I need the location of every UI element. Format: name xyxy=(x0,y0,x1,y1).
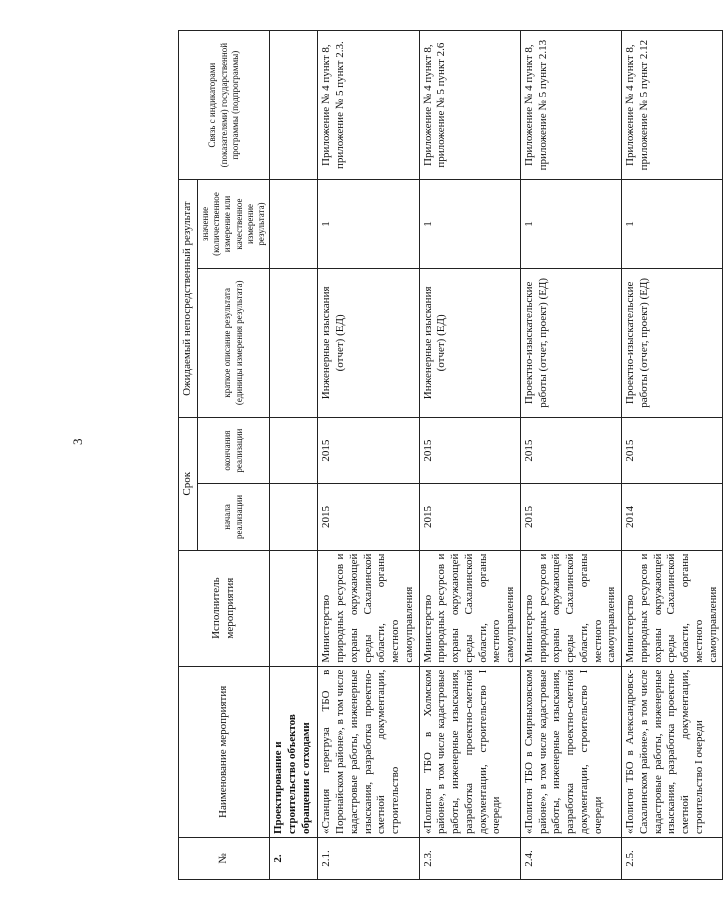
row-name: «Станция перегруза ТБО в Поронайском районе», в том числе кадастровые работы, инженерные изыскания, разработка проектно-сметной документации, строительство xyxy=(318,666,419,837)
row-executor: Министерство природных ресурсов и охраны окружающей среды Сахалинской области, органы местного самоуправления xyxy=(622,550,723,666)
page-number: 3 xyxy=(70,438,85,445)
header-executor: Исполнитель мероприятия xyxy=(179,550,270,666)
row-name: «Полигон ТБО в Александровск-Сахалинском районе», в том числе кадастровые работы, инженерные изыскания, разработка проектно-сметной документации, строительство I очереди xyxy=(622,666,723,837)
row-num: 2.3. xyxy=(419,838,520,880)
row-start: 2014 xyxy=(622,484,723,550)
row-value: 1 xyxy=(318,180,419,268)
section-row xyxy=(270,31,318,880)
row-executor: Министерство природных ресурсов и охраны окружающей среды Сахалинской области, органы местного самоуправления xyxy=(318,550,419,666)
empty-cell xyxy=(270,268,318,417)
header-term-end: окончания реализации xyxy=(197,417,270,483)
row-value: 1 xyxy=(520,180,621,268)
row-num: 2.5. xyxy=(622,838,723,880)
row-name: «Полигон ТБО в Смирныховском районе», в том числе кадастровые работы, инженерные изыскания, разработка проектно-сметной документации, строительство I очереди xyxy=(520,666,621,837)
row-desc: Инженерные изыскания (отчет) (ЕД) xyxy=(318,268,419,417)
row-start: 2015 xyxy=(419,484,520,550)
row-end: 2015 xyxy=(520,417,621,483)
row-end: 2015 xyxy=(419,417,520,483)
empty-cell xyxy=(270,31,318,180)
row-desc: Проектно-изыскательские работы (отчет, проект) (ЕД) xyxy=(622,268,723,417)
header-result: Ожидаемый непосредственный результат xyxy=(179,180,198,418)
row-executor: Министерство природных ресурсов и охраны окружающей среды Сахалинской области, органы местного самоуправления xyxy=(520,550,621,666)
empty-cell xyxy=(270,484,318,550)
table-row xyxy=(419,31,520,880)
row-link: Приложение № 4 пункт 8, приложение № 5 пункт 2.13 xyxy=(520,31,621,180)
header-name: Наименование мероприятия xyxy=(179,666,270,837)
header-term-start: начала реализации xyxy=(197,484,270,550)
row-link: Приложение № 4 пункт 8, приложение № 5 пункт 2.3. xyxy=(318,31,419,180)
header-result-desc: краткое описание результата (единицы измерения результата) xyxy=(197,268,270,417)
row-start: 2015 xyxy=(318,484,419,550)
row-desc: Проектно-изыскательские работы (отчет, проект) (ЕД) xyxy=(520,268,621,417)
row-start: 2015 xyxy=(520,484,621,550)
rotated-table-container xyxy=(178,30,719,880)
row-link: Приложение № 4 пункт 8, приложение № 5 пункт 2.12 xyxy=(622,31,723,180)
row-executor: Министерство природных ресурсов и охраны окружающей среды Сахалинской области, органы местного самоуправления xyxy=(419,550,520,666)
row-link: Приложение № 4 пункт 8, приложение № 5 пункт 2.6 xyxy=(419,31,520,180)
row-desc: Инженерные изыскания (отчет) (ЕД) xyxy=(419,268,520,417)
table-row xyxy=(520,31,621,880)
section-title: Проектирование и строительство объектов обращения с отходами xyxy=(270,666,318,837)
row-value: 1 xyxy=(622,180,723,268)
row-end: 2015 xyxy=(318,417,419,483)
table-row xyxy=(622,31,723,880)
program-table xyxy=(178,30,723,880)
header-result-value: значение (количественное измерение или качественное измерение результата) xyxy=(197,180,270,268)
row-value: 1 xyxy=(419,180,520,268)
row-num: 2.1. xyxy=(318,838,419,880)
empty-cell xyxy=(270,417,318,483)
header-num: № xyxy=(179,838,270,880)
table-row xyxy=(318,31,419,880)
header-link: Связь с индикаторами (показателями) государственной программы (подпрограммы) xyxy=(179,31,270,180)
empty-cell xyxy=(270,180,318,268)
row-name: «Полигон ТБО в Холмском районе», в том числе кадастровые работы, инженерные изыскания, разработка проектно-сметной документации, строительство I очереди xyxy=(419,666,520,837)
header-row-1 xyxy=(179,31,198,880)
section-num: 2. xyxy=(270,838,318,880)
row-num: 2.4. xyxy=(520,838,621,880)
empty-cell xyxy=(270,550,318,666)
header-term: Срок xyxy=(179,417,198,550)
row-end: 2015 xyxy=(622,417,723,483)
